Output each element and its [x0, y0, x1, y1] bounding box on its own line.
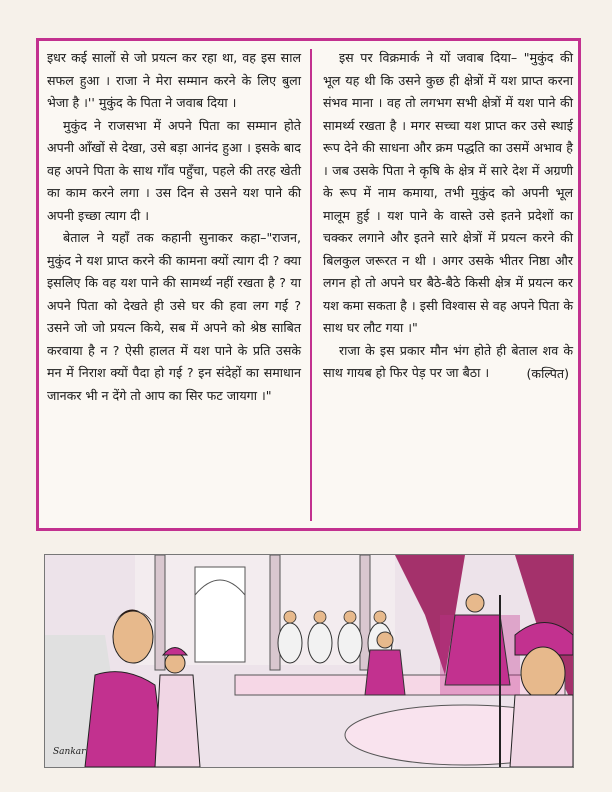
paragraph: मुकुंद ने राजसभा में अपने पिता का सम्मान होते अपनी आँखों से देखा, उसे बड़ा आनंद हुआ । इसके बाद वह अपने पिता के साथ गाँव पहुँचा, पहले की तरह खेती का काम करने लगा । उस दिन से उसने यश पाने की अपनी इच्छा त्याग दी ।	[47, 117, 301, 223]
paragraph: इधर कई सालों से जो प्रयत्न कर रहा था, वह इस साल सफल हुआ । राजा ने मेरा सम्मान करने के लिए बुला भेजा है ।'' मुकुंद के पिता ने जवाब दिया ।	[47, 50, 301, 110]
court-scene-illustration	[44, 554, 574, 768]
paragraph: बेताल ने यहाँ तक कहानी सुनाकर कहा–"राजन, मुकुंद ने यश प्राप्त करने की कामना क्यों त्याग दी ? क्या इसलिए कि वह यश पाने की सामर्थ्य नहीं रखता है ? या अपने पिता को देखते ही उसे घर की हवा लग गई ? उसने जो जो प्रयत्न किये, सब में अपने को श्रेष्ठ साबित करवाया है न ? ऐसी हालत में यश पाने के प्रति उसके मन में निराश क्यों पैदा हो गई ? इन संदेहों का समाधान जानकर भी न देंगे तो आप का सिर फट जायगा ।"	[47, 230, 301, 403]
paragraph: इस पर विक्रमार्क ने यों जवाब दिया– "मुकुंद की भूल यह थी कि उसने कुछ ही क्षेत्रों में यश प्राप्त करना संभव माना । वह तो लगभग सभी क्षेत्रों में यश पाने की सामर्थ्य रखता है । मगर सच्चा यश प्राप्त कर उसे स्थाई रूप देने की साधना और क्रम पद्धति का उसमें अभाव है । जब उसके पिता ने कृषि के क्षेत्र में सारे देश में अग्रणी के रूप में नाम कमाया, तभी मुकुंद को अपनी भूल मालूम हुई । यश पाने के वास्ते उसे इतने प्रदेशों का चक्कर लगाने और इतने सारे क्षेत्रों में प्रयत्न करने की बिलकुल जरूरत न थी । अगर उसके भीतर निष्ठा और लगन हो तो अपने घर बैठे-बैठे किसी क्षेत्र में प्रयत्न कर यश कमा सकता है । इसी विश्वास से वह अपने पिता के साथ घर लौट गया ।"	[323, 50, 573, 335]
left-text-column	[47, 47, 301, 407]
right-text-column	[323, 47, 573, 385]
story-credit: (कल्पित)	[526, 365, 569, 381]
column-divider	[310, 49, 312, 521]
artist-signature: Sankar	[53, 747, 86, 757]
paragraph: राजा के इस प्रकार मौन भंग होते ही बेताल शव के साथ गायब हो फिर पेड़ पर जा बैठा ।	[323, 342, 573, 380]
court-scene-drawing	[45, 555, 573, 767]
story-text-frame	[36, 38, 581, 531]
